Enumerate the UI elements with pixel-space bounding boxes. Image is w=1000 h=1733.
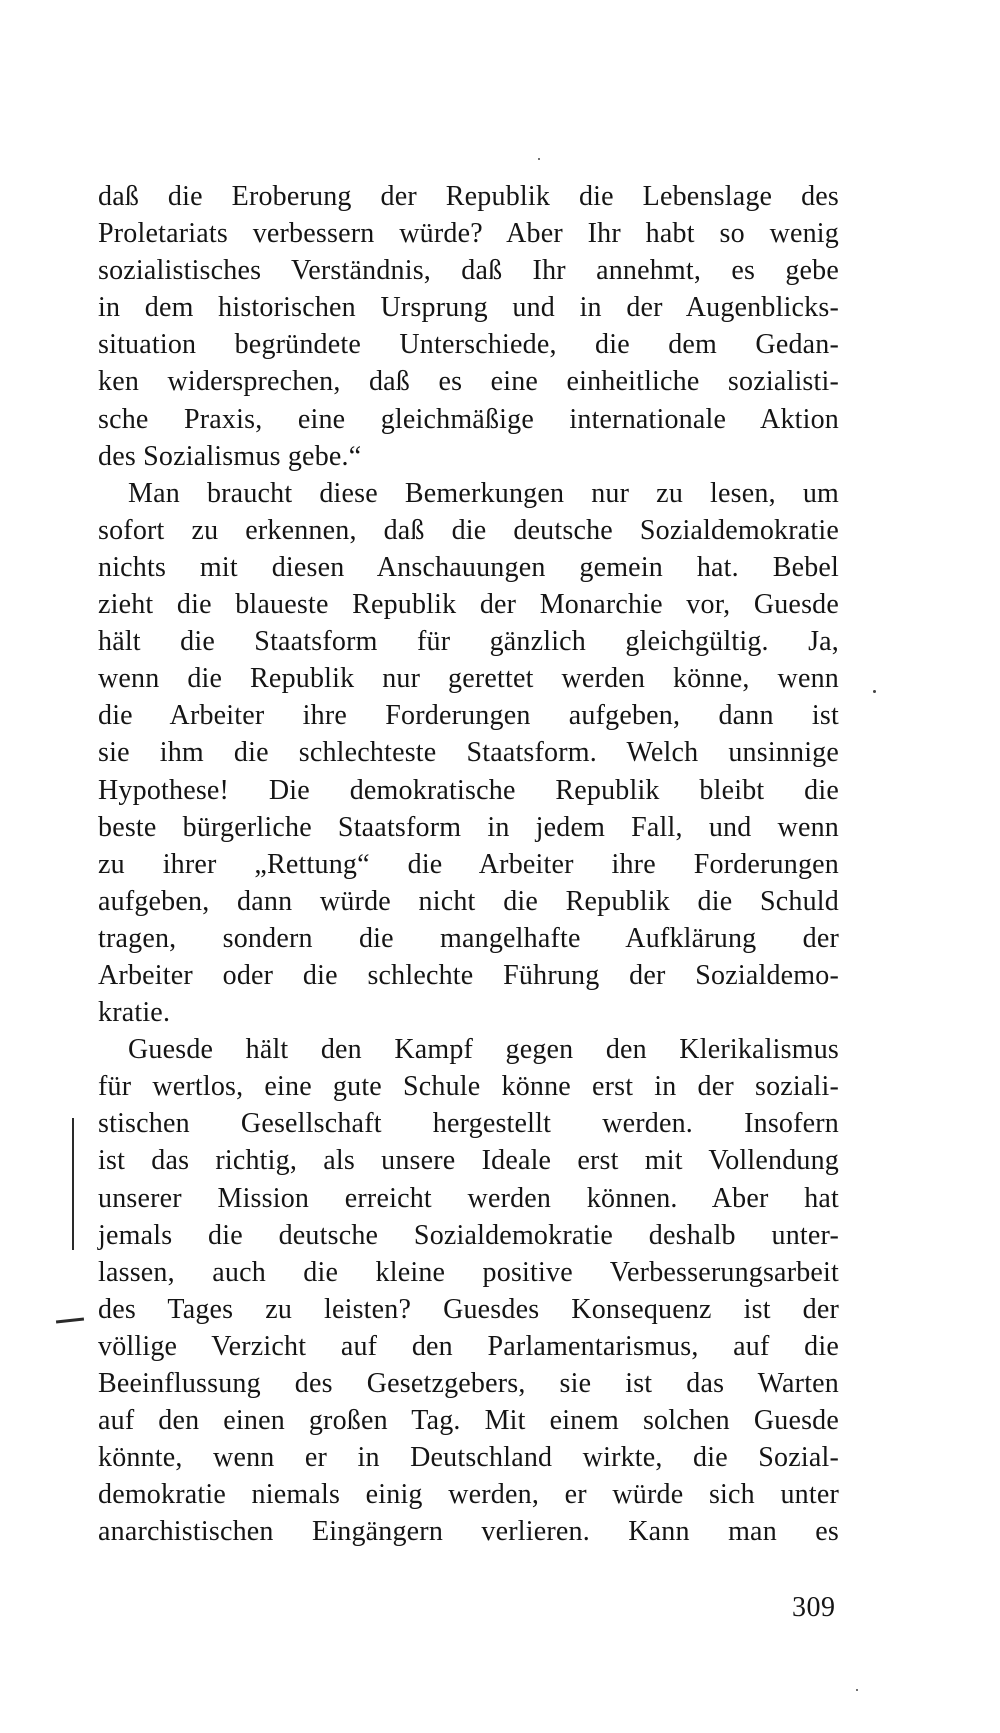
paragraph	[98, 1031, 839, 1550]
text-line: sozialistisches Verständnis, daß Ihr annehmt, es gebe	[98, 255, 839, 287]
text-line: Man braucht diese Bemerkungen nur zu lesen, um	[128, 477, 839, 509]
text-line: hält die Staatsform für gänzlich gleichgültig. Ja,	[98, 626, 839, 658]
text-line: Hypothese! Die demokratische Republik bleibt die	[98, 774, 839, 806]
text-line: stischen Gesellschaft hergestellt werden. Insofern	[98, 1108, 839, 1140]
text-line: in dem historischen Ursprung und in der Augenblicks-	[98, 292, 839, 324]
text-line: jemals die deutsche Sozialdemokratie deshalb unter-	[98, 1219, 839, 1251]
text-line: daß die Eroberung der Republik die Lebenslage des	[98, 181, 839, 212]
text-line: des Tages zu leisten? Guesdes Konsequenz ist der	[98, 1293, 839, 1325]
paper-speck	[873, 690, 876, 693]
text-line: situation begründete Unterschiede, die dem Gedan-	[98, 329, 839, 361]
text-line: des Sozialismus gebe.“	[98, 440, 362, 472]
text-line: ist das richtig, als unsere Ideale erst mit Vollendung	[98, 1145, 839, 1177]
margin-pencil-line	[72, 1118, 74, 1250]
text-line: beste bürgerliche Staatsform in jedem Fall, und wenn	[98, 811, 839, 843]
text-line: ken widersprechen, daß es eine einheitliche sozialisti-	[98, 366, 839, 398]
text-line: nichts mit diesen Anschauungen gemein hat. Bebel	[98, 551, 839, 583]
margin-pencil-dash	[56, 1318, 84, 1324]
text-line: lassen, auch die kleine positive Verbesserungsarbeit	[98, 1256, 839, 1288]
paper-speck	[538, 158, 540, 160]
text-line: Proletariats verbessern würde? Aber Ihr habt so wenig	[98, 218, 839, 250]
text-line: kratie.	[98, 997, 171, 1029]
text-line: demokratie niemals einig werden, er würde sich unter	[98, 1479, 839, 1511]
paragraph	[98, 475, 839, 1031]
text-line: zu ihrer „Rettung“ die Arbeiter ihre Forderungen	[98, 848, 839, 880]
text-line: auf den einen großen Tag. Mit einem solchen Guesde	[98, 1405, 839, 1437]
text-line: aufgeben, dann würde nicht die Republik die Schuld	[98, 885, 839, 917]
text-line: für wertlos, eine gute Schule könne erst in der soziali-	[98, 1071, 839, 1103]
paper-speck	[856, 1689, 858, 1691]
text-line: tragen, sondern die mangelhafte Aufklärung der	[98, 922, 839, 954]
text-line: zieht die blaueste Republik der Monarchie vor, Guesde	[98, 589, 839, 621]
text-line: sche Praxis, eine gleichmäßige internationale Aktion	[98, 403, 839, 435]
text-line: Arbeiter oder die schlechte Führung der Sozialdemo-	[98, 959, 839, 991]
text-line: sie ihm die schlechteste Staatsform. Welch unsinnige	[98, 737, 839, 769]
text-line: unserer Mission erreicht werden können. Aber hat	[98, 1182, 839, 1214]
text-line: sofort zu erkennen, daß die deutsche Sozialdemokratie	[98, 514, 839, 546]
page-number: 309	[792, 1592, 836, 1623]
text-line: die Arbeiter ihre Forderungen aufgeben, dann ist	[98, 700, 839, 732]
text-line: Beeinflussung des Gesetzgebers, sie ist das Warten	[98, 1368, 839, 1399]
text-line: anarchistischen Eingängern verlieren. Kann man es	[98, 1516, 839, 1548]
text-line: wenn die Republik nur gerettet werden könne, wenn	[98, 663, 839, 695]
text-line: völlige Verzicht auf den Parlamentarismus, auf die	[98, 1330, 839, 1362]
paragraph	[98, 178, 839, 475]
text-line: könnte, wenn er in Deutschland wirkte, die Sozial-	[98, 1442, 839, 1474]
text-line: Guesde hält den Kampf gegen den Klerikalismus	[128, 1034, 839, 1066]
body-text	[98, 178, 839, 1550]
